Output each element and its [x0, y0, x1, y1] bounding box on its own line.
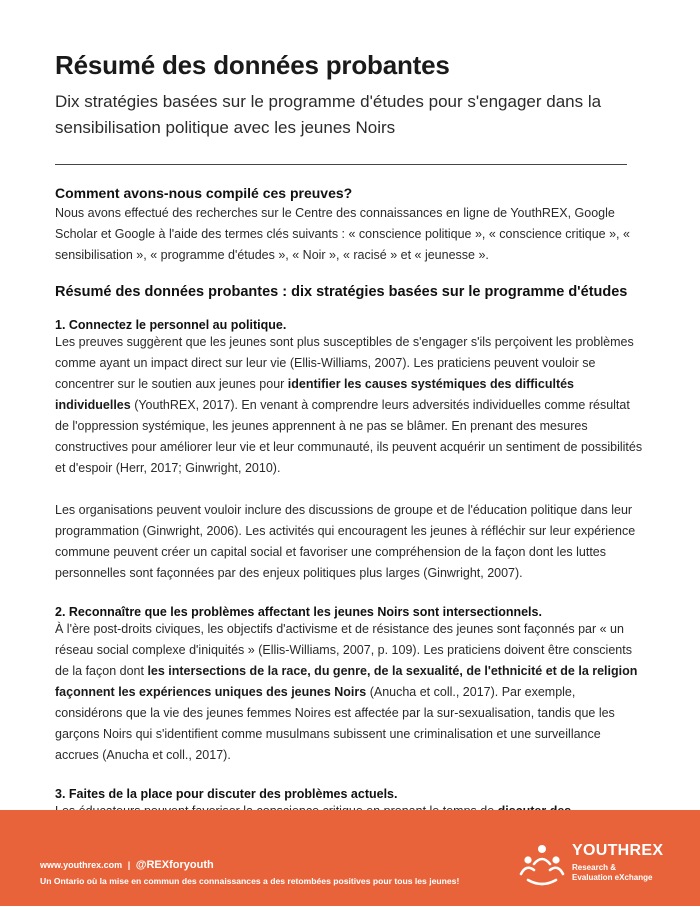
strategy-1-paragraph-1: Les preuves suggèrent que les jeunes sont plus susceptibles de s'engager s'ils perçoivent les problèmes comme ayant un impact direct sur leur vie (Ellis-Williams, 2007). Les praticiens peuvent vouloir se concentrer sur le soutien aux jeunes pour identifier les causes systémiques des difficultés individuelles (YouthREX, 2017). En venant à comprendre leurs adversités individuelles comme résultat de l'oppression systémique, les jeunes apprennent à ne pas se blâmer. En prenant des mesures constructives pour améliorer leur vie et leur communauté, ils peuvent acquérir un sentiment de possibilités et d'espoir (Herr, 2017; Ginwright, 2010).	[55, 335, 643, 475]
social-handle-link[interactable]: @REXforyouth	[135, 859, 214, 871]
method-heading: Comment avons-nous compilé ces preuves?	[55, 185, 353, 201]
strategy-1-heading: 1. Connectez le personnel au politique.	[55, 318, 287, 332]
youthrex-logo	[518, 838, 678, 890]
strategy-3-heading: 3. Faites de la place pour discuter des problèmes actuels.	[55, 787, 398, 801]
title-divider	[55, 164, 627, 165]
method-text: Nous avons effectué des recherches sur le Centre des connaissances en ligne de YouthREX, Google Scholar et Google à l'aide des termes clés suivants : « conscience politique », « conscience critique », « sensibilisation », « programme d'études », « Noir », « racisé » et « jeunesse ».	[55, 206, 630, 262]
logo-subtitle-line-1: Research &	[572, 863, 617, 872]
page-subtitle: Dix stratégies basées sur le programme d'études pour s'engager dans la sensibilisation politique avec les jeunes Noirs	[55, 92, 602, 137]
youthrex-people-icon	[518, 842, 566, 886]
strategy-2-emphasis: les intersections de la race, du genre, de la sexualité, de l'ethnicité et de la religion façonnent les expériences uniques des jeunes Noirs	[55, 664, 638, 699]
website-link[interactable]: www.youthrex.com	[40, 860, 123, 870]
footer-tagline: Un Ontario où la mise en commun des connaissances a des retombées positives pour tous les jeunes!	[40, 876, 460, 886]
footer-separator: |	[127, 860, 131, 870]
strategy-1-emphasis: identifier les causes systémiques des difficultés individuelles	[55, 377, 575, 412]
footer-bar	[0, 810, 700, 906]
summary-heading: Résumé des données probantes : dix stratégies basées sur le programme d'études	[55, 284, 628, 300]
strategy-2-paragraph: À l'ère post-droits civiques, les objectifs d'activisme et de résistance des jeunes sont façonnés par « un réseau social complexe d'iniquités » (Ellis-Williams, 2007, p. 109). Les praticiens doivent être conscients de la façon dont les intersections de la race, du genre, de la sexualité, de l'ethnicité et de la religion façonnent les expériences uniques des jeunes Noirs (Anucha et coll., 2017). Par exemple, considérons que la vie des jeunes femmes Noires est affectée par la sur-sexualisation, tandis que les garçons Noirs qui s'identifient comme musulmans subissent une criminalisation et une surveillance accrues (Anucha et coll., 2017).	[55, 622, 638, 762]
footer-links	[40, 859, 214, 871]
logo-subtitle-line-2: Evaluation eXchange	[572, 873, 653, 882]
document-body	[55, 50, 655, 822]
logo-name: YOUTHREX	[572, 842, 664, 859]
strategy-2-heading: 2. Reconnaître que les problèmes affectant les jeunes Noirs sont intersectionnels.	[55, 605, 542, 619]
strategy-1-paragraph-2: Les organisations peuvent vouloir inclure des discussions de groupe et de l'éducation politique dans leur programmation (Ginwright, 2006). Les activités qui encouragent les jeunes à réfléchir sur leur expérience commune peuvent créer un capital social et favoriser une compréhension de la façon dont les luttes personnelles sont façonnées par des enjeux politiques plus larges (Ginwright, 2007).	[55, 503, 636, 580]
page-title: Résumé des données probantes	[55, 50, 450, 80]
